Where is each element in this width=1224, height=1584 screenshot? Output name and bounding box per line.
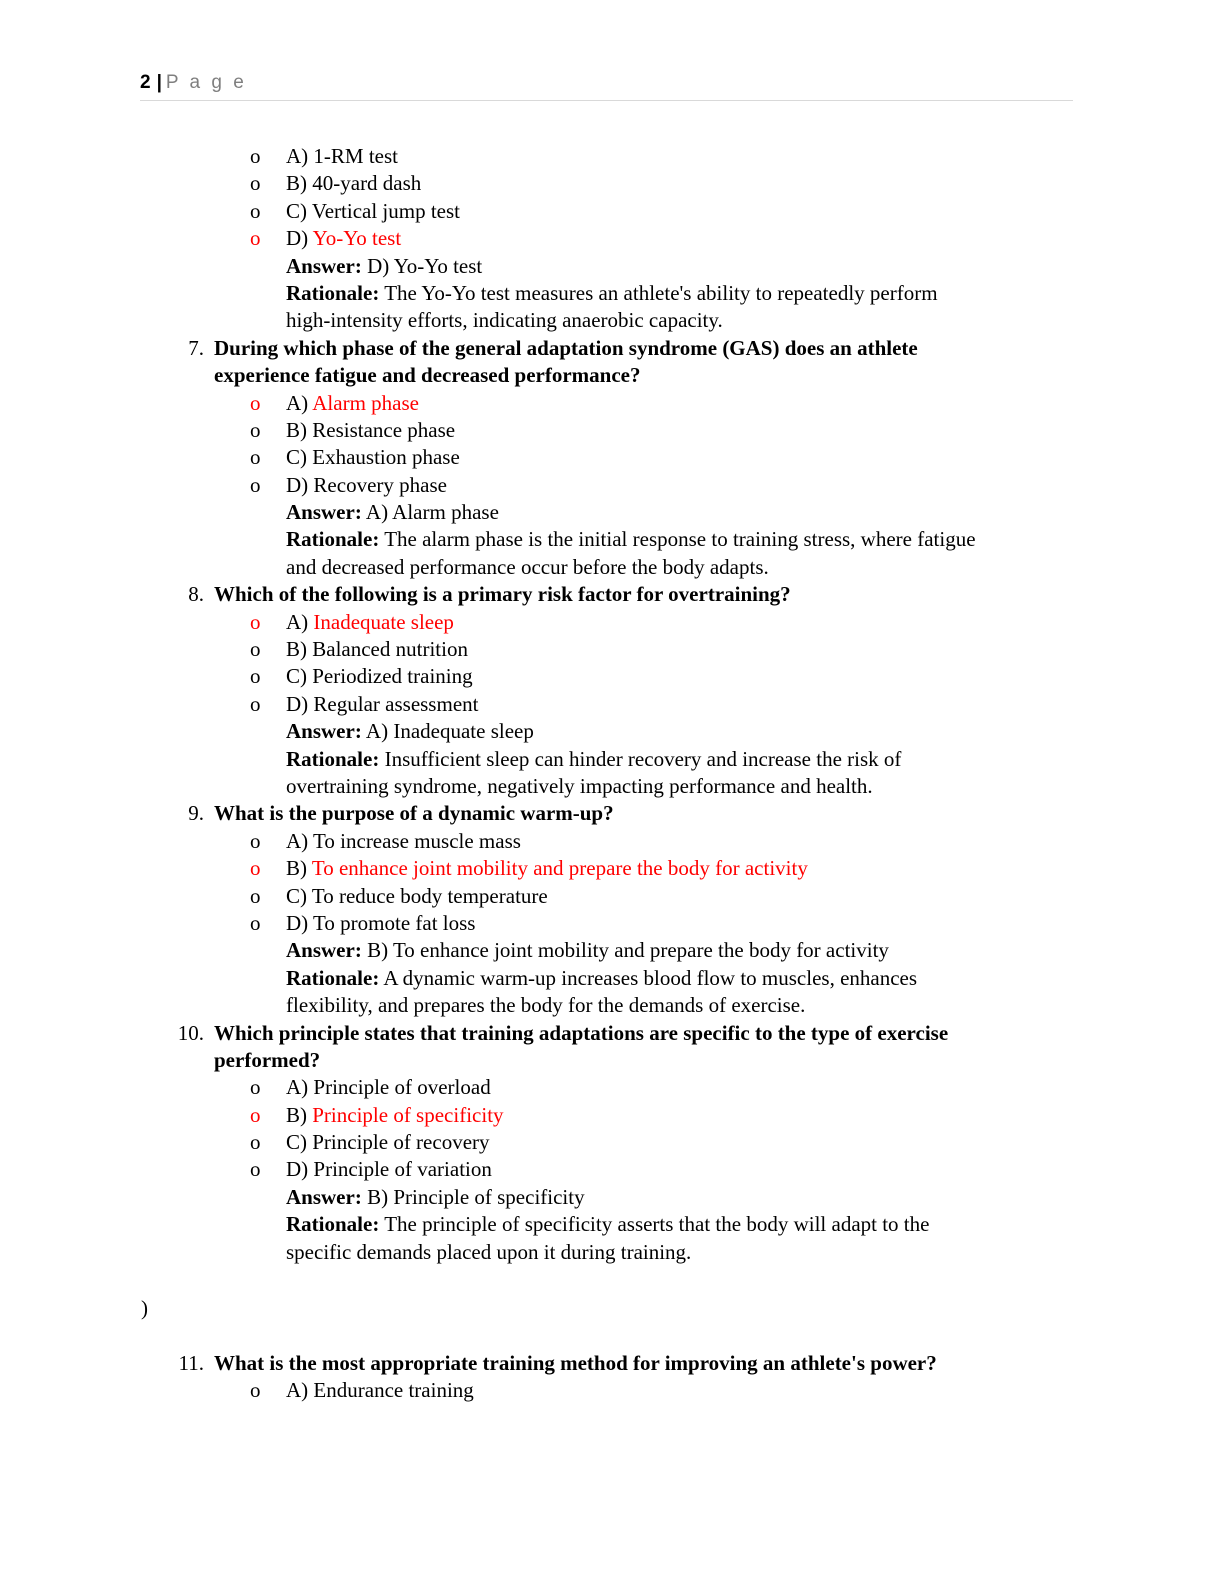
option-item [0,417,1224,444]
option-text [286,1129,490,1156]
option-text [286,1377,474,1404]
option-text [286,828,521,855]
answer-label: Answer: [286,719,362,744]
question-text: experience fatigue and decreased performance? [214,363,641,388]
rationale-line [0,965,1224,992]
rationale-text: high-intensity efforts, indicating anaerobic capacity. [286,308,723,333]
option-label: Endurance training [313,1378,474,1403]
page-number: 2 [140,72,151,93]
option-item [0,1129,1224,1156]
question-number: 8. [188,582,204,607]
option-label: 1-RM test [313,144,399,168]
bullet-icon: o [250,883,261,908]
answer [286,718,534,745]
option-item [0,390,1224,417]
option-item [0,855,1224,882]
option-letter: D) [286,910,309,935]
option-label: To reduce body temperature [311,883,548,908]
option-letter: A) [286,1378,309,1403]
document-body [0,143,1224,1266]
page-header [140,72,1073,101]
rationale-line [0,1211,1224,1238]
option-letter: A) [286,144,309,168]
question-line [0,1020,1224,1047]
option-item [0,1156,1224,1183]
answer-line [0,718,1224,745]
rationale-line [0,992,1224,1019]
rationale-text: A dynamic warm-up increases blood flow to muscles, enhances [383,965,918,990]
rationale [286,554,769,581]
rationale-line [0,526,1224,553]
answer-line [0,253,1224,280]
answer-label: Answer: [286,253,362,278]
rationale [286,965,917,992]
option-text [286,855,808,882]
option-label: Regular assessment [313,691,479,716]
correct-option-label: To enhance joint mobility and prepare the body for activity [311,856,808,881]
option-text [286,663,473,690]
option-label: Principle of overload [313,1075,491,1100]
rationale [286,526,976,553]
option-label: Principle of variation [313,1157,492,1182]
option-label: Exhaustion phase [312,445,460,470]
option-label: Periodized training [312,664,473,689]
bullet-icon: o [250,445,261,470]
rationale-line [0,746,1224,773]
rationale-text: Insufficient sleep can hinder recovery and increase the risk of [384,746,902,771]
rationale-line [0,554,1224,581]
rationale-text: The alarm phase is the initial response to training stress, where fatigue [384,527,976,552]
question-text: During which phase of the general adaptation syndrome (GAS) does an athlete [214,335,918,360]
rationale [286,773,873,800]
option-letter: C) [286,664,307,689]
option-item [0,691,1224,718]
rationale [286,307,723,334]
question-line [0,800,1224,827]
option-letter: D) [286,226,309,251]
answer-value: D) Yo-Yo test [367,253,483,278]
question-line [0,581,1224,608]
rationale [286,280,938,307]
option-text [286,883,548,910]
bullet-icon: o [250,171,261,196]
option-item [0,636,1224,663]
answer-value: A) Inadequate sleep [365,719,534,744]
bullet-icon: o [250,1157,261,1182]
question-line [0,1350,1224,1377]
correct-option-label: Principle of specificity [312,1102,504,1127]
rationale-line [0,1239,1224,1266]
bullet-icon: o [250,910,261,935]
rationale-text: overtraining syndrome, negatively impacting performance and health. [286,773,873,798]
option-item [0,663,1224,690]
option-text [286,609,454,636]
option-item [0,883,1224,910]
rationale-text: The Yo-Yo test measures an athlete's ability to repeatedly perform [384,280,938,305]
answer-value: B) To enhance joint mobility and prepare the body for activity [367,938,889,963]
option-text [286,198,460,225]
option-letter: C) [286,883,307,908]
question-number: 7. [188,335,204,360]
bullet-icon: o [250,691,261,716]
option-label: Recovery phase [313,472,447,497]
option-label: To promote fat loss [313,910,476,935]
rationale [286,1211,929,1238]
question-text: Which of the following is a primary risk factor for overtraining? [214,582,791,607]
rationale-label: Rationale: [286,527,380,552]
rationale-line [0,773,1224,800]
option-text [286,417,455,444]
option-item [0,828,1224,855]
option-letter: D) [286,472,309,497]
option-letter: C) [286,1130,307,1155]
answer-line [0,937,1224,964]
stray-parenthesis: ) [141,1296,148,1320]
option-item [0,1102,1224,1129]
bullet-icon: o [250,828,261,853]
bullet-icon: o [250,664,261,689]
bullet-icon: o [250,1075,261,1100]
bullet-icon: o [250,1130,261,1155]
option-item [0,143,1224,170]
question-text: performed? [214,1047,321,1072]
rationale-label: Rationale: [286,280,380,305]
answer [286,1184,585,1211]
bullet-icon: o [250,417,261,442]
answer [286,937,889,964]
correct-option-label: Alarm phase [312,390,419,415]
answer-line [0,1184,1224,1211]
question-line [0,335,1224,362]
option-letter: B) [286,417,307,442]
correct-option-label: Yo-Yo test [312,226,402,251]
option-letter: D) [286,691,309,716]
option-text [286,1074,491,1101]
rationale [286,1239,691,1266]
option-text [286,636,468,663]
answer-label: Answer: [286,1184,362,1209]
option-letter: A) [286,609,309,634]
answer [286,253,482,280]
bullet-icon: o [250,390,261,415]
option-text [286,143,398,170]
rationale-label: Rationale: [286,1212,380,1237]
question-number: 11. [178,1351,204,1375]
bullet-icon: o [250,198,261,223]
option-item [0,472,1224,499]
answer [286,499,499,526]
answer-line [0,499,1224,526]
option-item [0,1377,1224,1404]
option-text [286,910,475,937]
option-letter: A) [286,1075,309,1100]
rationale-text: specific demands placed upon it during training. [286,1239,692,1264]
answer-label: Answer: [286,938,362,963]
rationale-text: flexibility, and prepares the body for the demands of exercise. [286,993,806,1018]
bullet-icon: o [250,609,261,634]
option-letter: A) [286,828,309,853]
option-letter: B) [286,856,307,881]
correct-option-label: Inadequate sleep [313,609,454,634]
question-text: Which principle states that training adaptations are specific to the type of exercise [214,1020,949,1045]
option-letter: D) [286,1157,309,1182]
answer-value: A) Alarm phase [365,500,499,525]
question-text: What is the most appropriate training method for improving an athlete's power? [214,1351,937,1375]
option-label: Balanced nutrition [312,637,468,662]
option-letter: B) [286,637,307,662]
question-text: What is the purpose of a dynamic warm-up? [214,801,614,826]
bullet-icon: o [250,226,261,251]
rationale-line [0,307,1224,334]
option-text [286,390,419,417]
bullet-icon: o [250,1102,261,1127]
option-text [286,444,460,471]
document-continuation [0,1350,1224,1405]
rationale-line [0,280,1224,307]
option-text [286,225,401,252]
option-item [0,225,1224,252]
option-label: 40-yard dash [312,171,422,196]
option-item [0,198,1224,225]
option-item [0,444,1224,471]
bullet-icon: o [250,144,261,168]
question-number: 9. [188,801,204,826]
option-letter: C) [286,198,307,223]
header-separator: | [156,72,162,93]
question-number: 10. [177,1020,204,1045]
answer-value: B) Principle of specificity [367,1184,585,1209]
option-letter: A) [286,390,309,415]
option-label: Principle of recovery [312,1130,490,1155]
option-item [0,170,1224,197]
rationale [286,992,805,1019]
option-text [286,691,478,718]
option-text [286,1102,504,1129]
option-letter: B) [286,1102,307,1127]
bullet-icon: o [250,856,261,881]
option-item [0,910,1224,937]
bullet-icon: o [250,637,261,662]
option-letter: B) [286,171,307,196]
option-label: To increase muscle mass [313,828,521,853]
rationale-text: and decreased performance occur before the body adapts. [286,554,769,579]
rationale-label: Rationale: [286,965,380,990]
option-text [286,1156,492,1183]
option-text [286,472,447,499]
rationale-text: The principle of specificity asserts that the body will adapt to the [384,1212,930,1237]
option-text [286,170,421,197]
option-label: Vertical jump test [311,198,461,223]
option-item [0,609,1224,636]
bullet-icon: o [250,472,261,497]
option-item [0,1074,1224,1101]
bullet-icon: o [250,1378,261,1403]
answer-label: Answer: [286,500,362,525]
option-letter: C) [286,445,307,470]
question-line [0,1047,1224,1074]
option-label: Resistance phase [312,417,456,442]
question-line [0,362,1224,389]
rationale [286,746,901,773]
page-label: P a g e [165,72,247,93]
rationale-label: Rationale: [286,746,380,771]
